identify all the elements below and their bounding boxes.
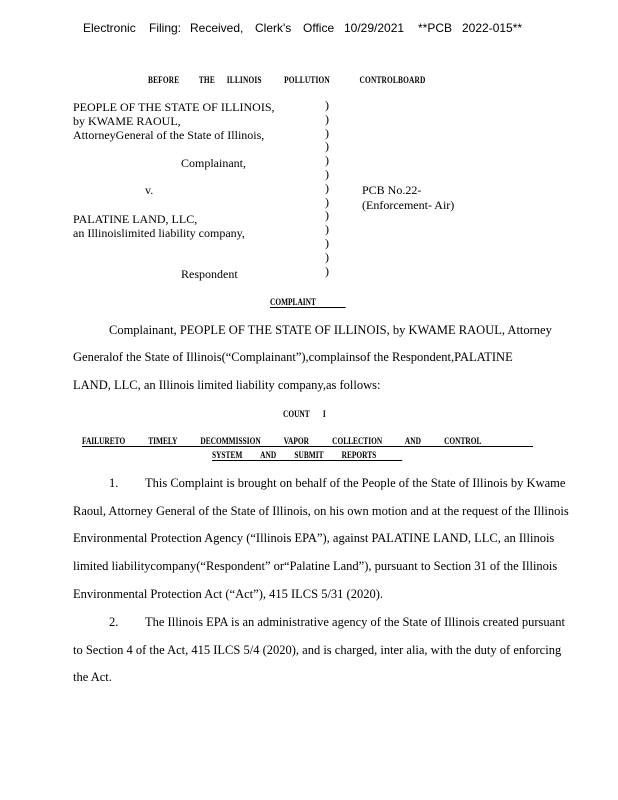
count-heading: COUNT I: [283, 409, 326, 419]
court-heading: [148, 75, 426, 85]
plaintiff-line-3: AttorneyGeneral of the State of Illinois,: [73, 128, 265, 142]
complainant-role: Complainant,: [181, 156, 246, 170]
paragraph-line: The Illinois EPA is an administrative agency of the State of Illinois created pursuant: [145, 615, 565, 629]
paren: ): [325, 180, 329, 195]
filing-word-clerks: Clerk's: [255, 21, 292, 35]
paren: ): [325, 208, 329, 223]
filing-word-office: Office: [303, 21, 335, 35]
plaintiff-line-2: by KWAME RAOUL,: [73, 114, 181, 128]
count-title-line-1: FAILURETO TIMELY DECOMMISSION VAPOR COLLECTION AND CONTROL: [82, 436, 533, 447]
court-word: POLLUTION: [284, 75, 330, 85]
paren: ): [325, 125, 329, 140]
filing-word-filing: Filing:: [149, 21, 182, 35]
filing-word-electronic: Electronic: [83, 21, 136, 35]
filing-word-received: Received,: [190, 21, 244, 35]
court-word: THE: [198, 75, 215, 85]
respondent-line-1: PALATINE LAND, LLC,: [73, 212, 198, 226]
versus: v.: [145, 183, 154, 197]
filing-case-number: 2022-015**: [462, 21, 523, 35]
paren: ): [325, 235, 329, 250]
paragraph-line: Environmental Protection Agency (“Illinois EPA”), against PALATINE LAND, LLC, an Illinois: [73, 531, 555, 545]
paragraph-number: 2.: [109, 615, 119, 629]
paren: ): [325, 153, 329, 168]
intro-line-1: Complainant, PEOPLE OF THE STATE OF ILLINOIS, by KWAME RAOUL, Attorney: [109, 323, 552, 337]
paragraph-line: This Complaint is brought on behalf of the People of the State of Illinois by Kwame: [145, 476, 566, 490]
paragraph-line: to Section 4 of the Act, 415 ILCS 5/4 (2020), and is charged, inter alia, with the duty of enforcing: [73, 643, 562, 657]
paren: ): [325, 222, 329, 237]
plaintiff-line-1: PEOPLE OF THE STATE OF ILLINOIS,: [73, 100, 275, 114]
paragraph-line: Raoul, Attorney General of the State of Illinois, on his own motion and at the request of the Illinois: [73, 504, 569, 518]
caption-parens: [325, 99, 329, 278]
court-word: BEFORE: [148, 75, 180, 85]
paren: ): [325, 194, 329, 209]
paren: ): [325, 166, 329, 181]
intro-line-3: LAND, LLC, an Illinois limited liability company,as follows:: [73, 378, 381, 392]
court-word: ILLINOIS: [226, 75, 262, 85]
case-type: (Enforcement- Air): [362, 198, 455, 212]
document-title: COMPLAINT: [270, 297, 345, 308]
paren: ): [325, 249, 329, 264]
paragraph-line: limited liabilitycompany(“Respondent” or“Palatine Land”), pursuant to Section 31 of the Illinois: [73, 559, 558, 573]
case-number-label: PCB No.22-: [362, 183, 422, 197]
intro-line-2: Generalof the State of Illinois(“Complainant”),complainsof the Respondent,PALATINE: [73, 350, 513, 364]
filing-pcb: **PCB: [418, 21, 453, 35]
paren: ): [325, 98, 329, 112]
respondent-role: Respondent: [181, 267, 238, 281]
paragraph-line: the Act.: [73, 670, 112, 684]
paren: ): [325, 263, 329, 278]
filing-date: 10/29/2021: [344, 21, 405, 35]
respondent-line-2: an Illinoislimited liability company,: [73, 226, 245, 240]
count-title-line-2: SYSTEM AND SUBMIT REPORTS: [212, 450, 402, 461]
court-word: CONTROLBOARD: [359, 75, 426, 85]
paren: ): [325, 111, 329, 126]
paragraph-line: Environmental Protection Act (“Act”), 415 ILCS 5/31 (2020).: [73, 587, 384, 601]
paragraph-number: 1.: [109, 476, 119, 490]
paren: ): [325, 139, 329, 154]
